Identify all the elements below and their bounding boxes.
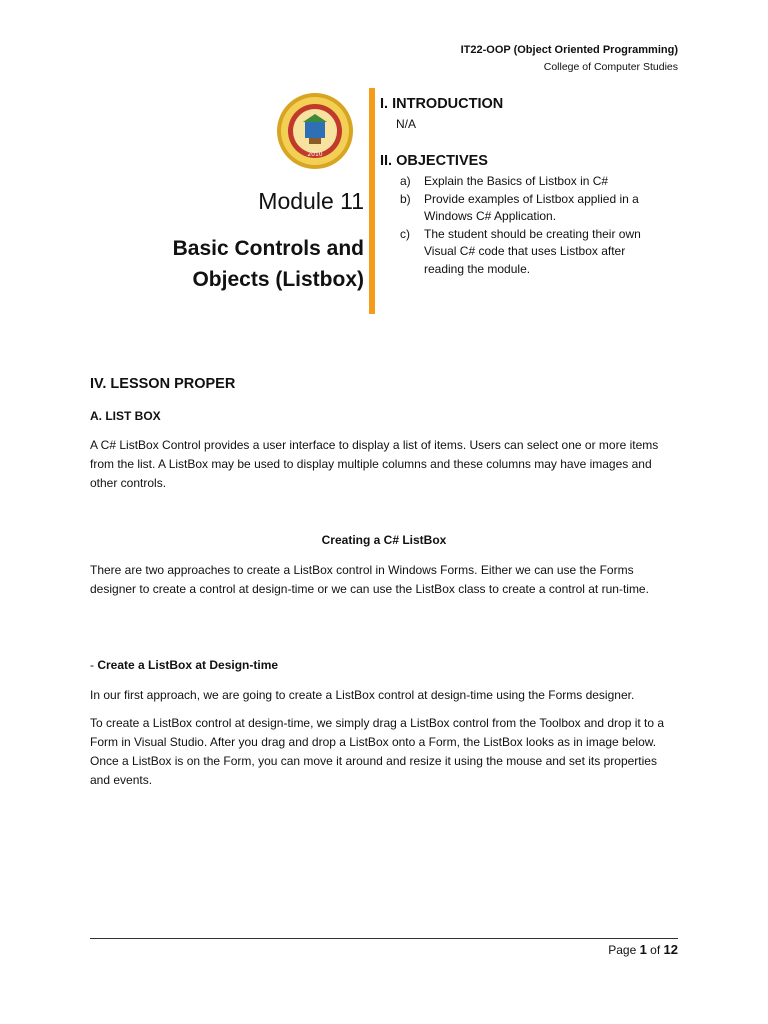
accent-divider-bar [369, 88, 375, 314]
module-number: Module 11 [258, 188, 364, 214]
creating-listbox-heading: Creating a C# ListBox [321, 533, 447, 547]
paragraph-intro: A C# ListBox Control provides a user interface to display a list of items. Users can select one or more items from the list. A ListBox may be used to display multiple columns and these columns may have images and other controls. [90, 438, 659, 490]
module-title-line1: Basic Controls and [172, 237, 364, 260]
objective-letter: c) [400, 226, 410, 241]
objective-item [380, 173, 680, 191]
design-time-dash: - [90, 658, 98, 672]
objective-text: The student should be creating their own Visual C# code that uses Listbox after reading the module. [424, 226, 641, 276]
page-of-label: of [646, 943, 664, 957]
objective-item [380, 191, 680, 226]
design-time-heading [90, 658, 278, 672]
header-college: College of Computer Studies [543, 61, 678, 73]
header-course: IT22-OOP (Object Oriented Programming) [460, 44, 678, 56]
page-total: 12 [663, 942, 678, 957]
module-title [173, 233, 364, 295]
college-seal-logo [276, 92, 354, 170]
objective-text: Provide examples of Listbox applied in a Windows C# Application. [424, 191, 639, 223]
objectives-list [380, 173, 680, 278]
objective-letter: b) [400, 191, 411, 206]
objectives-heading: II. OBJECTIVES [380, 153, 488, 169]
objective-letter: a) [400, 174, 411, 188]
lesson-proper-heading: IV. LESSON PROPER [90, 376, 236, 392]
objective-item [380, 226, 680, 279]
paragraph-drag-drop: To create a ListBox control at design-time, we simply drag a ListBox control from the Toolbox and drop it to a Form in Visual Studio. After you drag and drop a ListBox onto a Form, the ListBox looks as in image below. Once a ListBox is on the Form, you can move it around and resize it using the mouse and set its properties and events. [90, 716, 665, 787]
module-title-line2: Objects (Listbox) [192, 268, 364, 291]
introduction-heading: I. INTRODUCTION [380, 96, 504, 112]
page-current: 1 [639, 942, 647, 957]
list-box-subheading: A. LIST BOX [90, 409, 161, 423]
introduction-value: N/A [396, 117, 417, 131]
footer-rule [90, 938, 678, 939]
paragraph-approaches: There are two approaches to create a ListBox control in Windows Forms. Either we can use the Forms designer to create a control at design-time or we can use the ListBox class to create a control at run-time. [90, 563, 649, 596]
design-time-label: Create a ListBox at Design-time [97, 658, 279, 672]
page-number [608, 942, 678, 957]
seal-year: 2010 [307, 151, 323, 158]
paragraph-first-approach: In our first approach, we are going to create a ListBox control at design-time using the Forms designer. [90, 688, 635, 702]
objective-text: Explain the Basics of Listbox in C# [424, 174, 609, 188]
page-label: Page [608, 943, 640, 957]
